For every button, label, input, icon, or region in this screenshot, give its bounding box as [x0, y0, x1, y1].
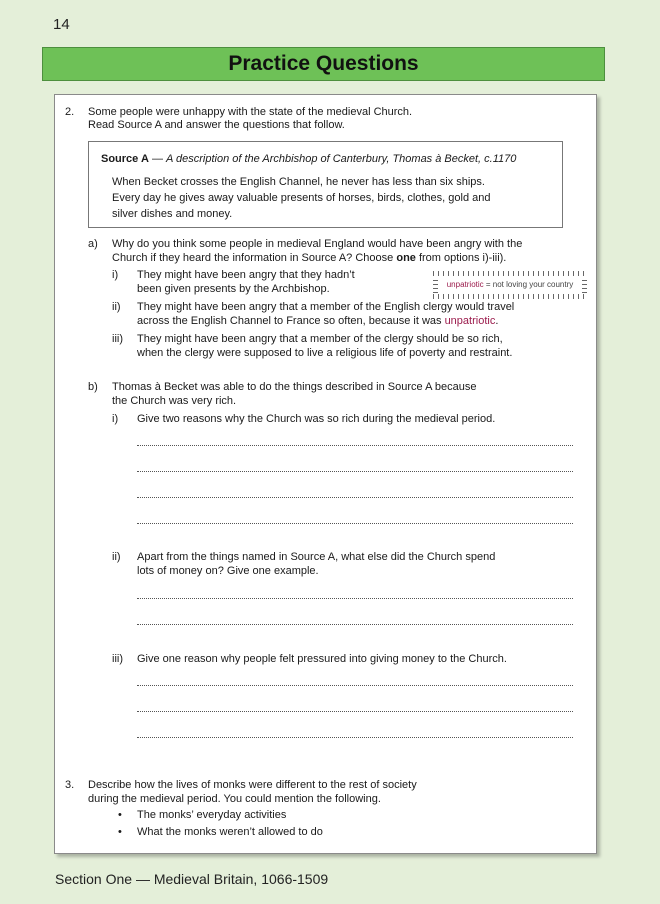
part-a-line-2-bold: one — [396, 252, 416, 264]
option-ii-line-2 — [137, 314, 498, 328]
question-3-bullet-2: What the monks weren’t allowed to do — [137, 826, 323, 838]
glossary-border-bottom — [433, 294, 587, 299]
part-b-iii-number: iii) — [112, 653, 123, 665]
answer-line[interactable] — [137, 471, 573, 472]
part-a-line-2-post: from options i)-iii). — [415, 252, 507, 264]
source-a-title — [101, 152, 516, 166]
option-iii-number: iii) — [112, 333, 123, 345]
part-b-ii-line-1: Apart from the things named in Source A, what else did the Church spend — [137, 551, 496, 563]
answer-line[interactable] — [137, 445, 573, 446]
source-a-dash: — — [148, 153, 167, 165]
glossary-word: unpatriotic — [446, 280, 484, 289]
page-number: 14 — [53, 16, 70, 33]
question-2-number: 2. — [65, 106, 75, 118]
part-b-iii-line-1: Give one reason why people felt pressured into giving money to the Church. — [137, 653, 507, 665]
glossary-border-left — [433, 277, 438, 293]
option-iii-line-2: when the clergy were supposed to live a religious life of poverty and restraint. — [137, 347, 513, 359]
part-b-line-1: Thomas à Becket was able to do the things described in Source A because — [112, 381, 477, 393]
answer-line[interactable] — [137, 711, 573, 712]
answer-line[interactable] — [137, 685, 573, 686]
bullet-icon: • — [118, 826, 122, 838]
question-3-number: 3. — [65, 779, 75, 791]
glossary-definition: = not loving your country — [483, 280, 574, 289]
source-a-body-line-2: Every day he gives away valuable presents of horses, birds, clothes, gold and — [112, 192, 491, 204]
question-3-line-1: Describe how the lives of monks were different to the rest of society — [88, 779, 417, 791]
source-a-body-line-3: silver dishes and money. — [112, 208, 233, 220]
option-ii-number: ii) — [112, 301, 121, 313]
question-card — [54, 94, 597, 854]
part-a-label: a) — [88, 238, 98, 250]
part-b-label: b) — [88, 381, 98, 393]
option-ii-keyword: unpatriotic — [444, 315, 496, 327]
source-a-box — [88, 141, 563, 228]
answer-line[interactable] — [137, 523, 573, 524]
bullet-icon: • — [118, 809, 122, 821]
answer-line[interactable] — [137, 598, 573, 599]
question-3-line-2: during the medieval period. You could mention the following. — [88, 793, 381, 805]
part-b-i-number: i) — [112, 413, 119, 425]
option-ii-line-2-pre: across the English Channel to France so often, because it was — [137, 315, 445, 327]
source-a-caption: A description of the Archbishop of Canterbury, Thomas à Becket, c.1170 — [166, 153, 517, 165]
part-b-ii-line-2: lots of money on? Give one example. — [137, 565, 319, 577]
part-a-line-2 — [112, 251, 506, 265]
answer-line[interactable] — [137, 737, 573, 738]
option-iii-line-1: They might have been angry that a member of the clergy should be so rich, — [137, 333, 503, 345]
question-2-line-2: Read Source A and answer the questions that follow. — [88, 119, 345, 131]
option-i-line-1: They might have been angry that they hadn’t — [137, 269, 355, 281]
source-a-body — [112, 174, 491, 222]
part-b-ii-number: ii) — [112, 551, 121, 563]
option-i-line-2: been given presents by the Archbishop. — [137, 283, 330, 295]
answer-line[interactable] — [137, 624, 573, 625]
question-3-bullet-1: The monks’ everyday activities — [137, 809, 287, 821]
question-2-line-1: Some people were unhappy with the state of the medieval Church. — [88, 106, 413, 118]
part-a-line-2-pre: Church if they heard the information in Source A? Choose — [112, 252, 397, 264]
source-a-label: Source A — [101, 153, 149, 165]
part-b-i-line-1: Give two reasons why the Church was so rich during the medieval period. — [137, 413, 496, 425]
source-a-body-line-1: When Becket crosses the English Channel, he never has less than six ships. — [112, 176, 485, 188]
part-a-line-1: Why do you think some people in medieval England would have been angry with the — [112, 238, 523, 250]
section-footer: Section One — Medieval Britain, 1066-1509 — [55, 871, 329, 887]
answer-line[interactable] — [137, 497, 573, 498]
option-ii-line-2-post: . — [495, 315, 499, 327]
glossary-border-top — [433, 271, 587, 276]
option-i-number: i) — [112, 269, 119, 281]
glossary-border-right — [582, 277, 587, 293]
option-ii-line-1: They might have been angry that a member of the English clergy would travel — [137, 301, 515, 313]
page-title: Practice Questions — [42, 47, 605, 81]
part-b-line-2: the Church was very rich. — [112, 395, 237, 407]
glossary-note — [433, 271, 587, 299]
